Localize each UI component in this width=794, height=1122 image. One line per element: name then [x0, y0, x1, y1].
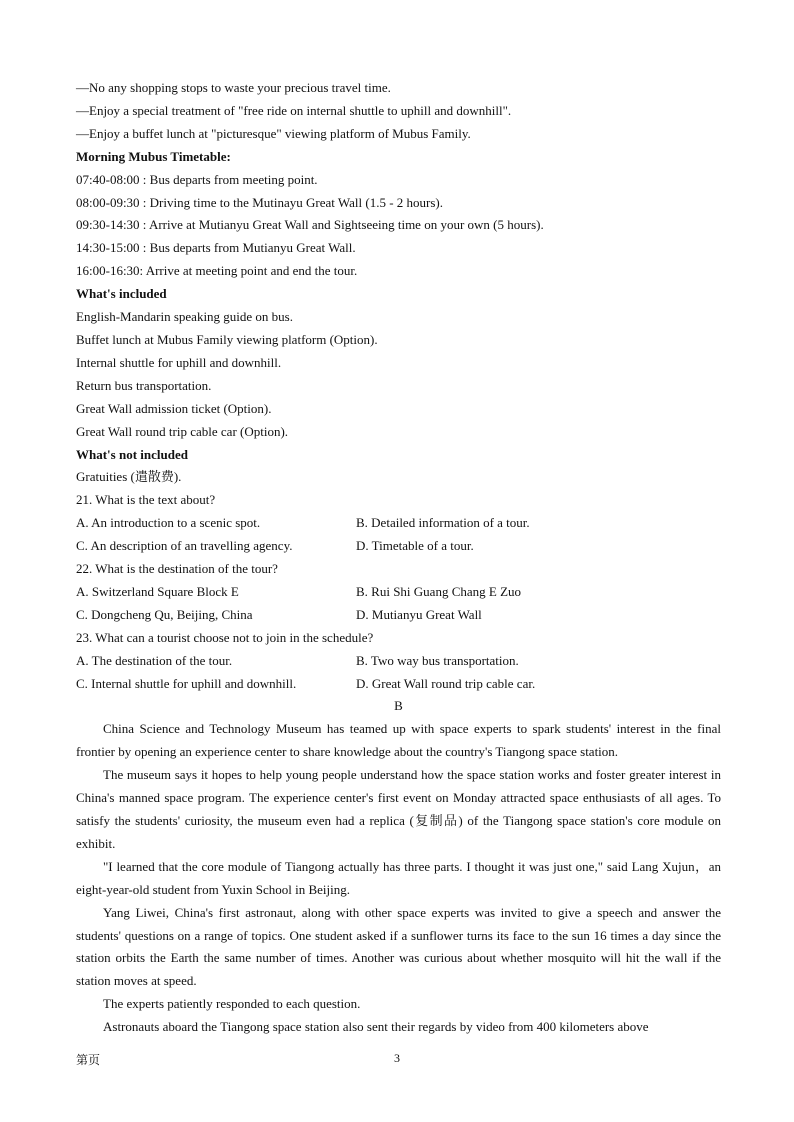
question-option: B. Detailed information of a tour.: [356, 515, 530, 531]
question-options-row: [76, 512, 721, 535]
article-paragraph: "I learned that the core module of Tiangong actually has three parts. I thought it was just one," said Lang Xujun，an eight-year-old student from Yuxin School in Beijing.: [76, 858, 721, 897]
intro-line: —Enjoy a special treatment of "free ride on internal shuttle to uphill and downhill".: [76, 102, 512, 118]
included-item: English-Mandarin speaking guide on bus.: [76, 309, 293, 325]
question-stem-23: 23. What can a tourist choose not to join in the schedule?: [76, 629, 374, 645]
included-item: Great Wall round trip cable car (Option).: [76, 423, 289, 439]
included-heading: What's included: [76, 286, 167, 302]
timetable-item: 14:30-15:00 : Bus departs from Mutianyu Great Wall.: [76, 240, 356, 256]
question-option: D. Great Wall round trip cable car.: [356, 675, 536, 691]
question-option: C. An description of an travelling agency.: [76, 538, 293, 554]
included-item: Buffet lunch at Mubus Family viewing platform (Option).: [76, 331, 378, 347]
question-options-row: [76, 581, 721, 604]
footer-page-number: 3: [394, 1051, 400, 1065]
article-paragraph: Yang Liwei, China's first astronaut, along with other space experts was invited to give a speech and answer the students' questions on a range of topics. One student asked if a sunflower turns its face to the sun 16 times a day since the station orbits the Earth the same number of times. Another was curious about whether mosquito will hit the wall if the station moves at speed.: [76, 904, 721, 989]
timetable-heading: Morning Mubus Timetable:: [76, 148, 231, 164]
document-page: [76, 77, 721, 1039]
question-options-row: [76, 673, 721, 696]
article-paragraph: The museum says it hopes to help young people understand how the space station works and foster greater interest in China's manned space program. The experience center's first event on Monday attracted space enthusiasts of all ages. To satisfy the students' curiosity, the museum even had a replica (复制品) of the Tiangong space station's core module on exhibit.: [76, 767, 721, 851]
included-item: Internal shuttle for uphill and downhill.: [76, 354, 282, 370]
intro-line: —No any shopping stops to waste your precious travel time.: [76, 80, 391, 95]
included-item: Great Wall admission ticket (Option).: [76, 400, 272, 416]
not-included-heading: What's not included: [76, 446, 188, 462]
question-stem-21: 21. What is the text about?: [76, 492, 216, 508]
question-options-row: [76, 535, 721, 558]
article-paragraph: The experts patiently responded to each question.: [103, 996, 361, 1012]
section-b-label: B: [394, 698, 403, 714]
article-paragraph: China Science and Technology Museum has teamed up with space experts to spark students' interest in the final frontier by opening an experience center to share knowledge about the country's Tiangong space station.: [76, 721, 721, 760]
included-item: Return bus transportation.: [76, 377, 212, 393]
question-stem-22: 22. What is the destination of the tour?: [76, 561, 278, 577]
timetable-item: 16:00-16:30: Arrive at meeting point and end the tour.: [76, 263, 358, 279]
question-option: C. Dongcheng Qu, Beijing, China: [76, 606, 253, 622]
question-option: A. The destination of the tour.: [76, 652, 233, 668]
question-option: C. Internal shuttle for uphill and downhill.: [76, 675, 297, 691]
question-option: D. Timetable of a tour.: [356, 538, 474, 554]
timetable-item: 09:30-14:30 : Arrive at Mutianyu Great Wall and Sightseeing time on your own (5 hours).: [76, 217, 544, 233]
question-options-row: [76, 604, 721, 627]
question-option: B. Two way bus transportation.: [356, 652, 519, 668]
question-option: D. Mutianyu Great Wall: [356, 606, 482, 622]
timetable-item: 08:00-09:30 : Driving time to the Mutinayu Great Wall (1.5 - 2 hours).: [76, 194, 443, 210]
footer-page-label: 第页: [76, 1053, 101, 1067]
article-paragraph: Astronauts aboard the Tiangong space station also sent their regards by video from 400 kilometers above: [103, 1019, 649, 1035]
question-option: B. Rui Shi Guang Chang E Zuo: [356, 583, 522, 599]
question-options-row: [76, 650, 721, 673]
timetable-item: 07:40-08:00 : Bus departs from meeting point.: [76, 171, 318, 187]
question-option: A. An introduction to a scenic spot.: [76, 515, 261, 531]
not-included-item: Gratuities (遣散费).: [76, 469, 182, 485]
intro-line: —Enjoy a buffet lunch at "picturesque" viewing platform of Mubus Family.: [76, 125, 471, 141]
question-option: A. Switzerland Square Block E: [76, 583, 239, 599]
